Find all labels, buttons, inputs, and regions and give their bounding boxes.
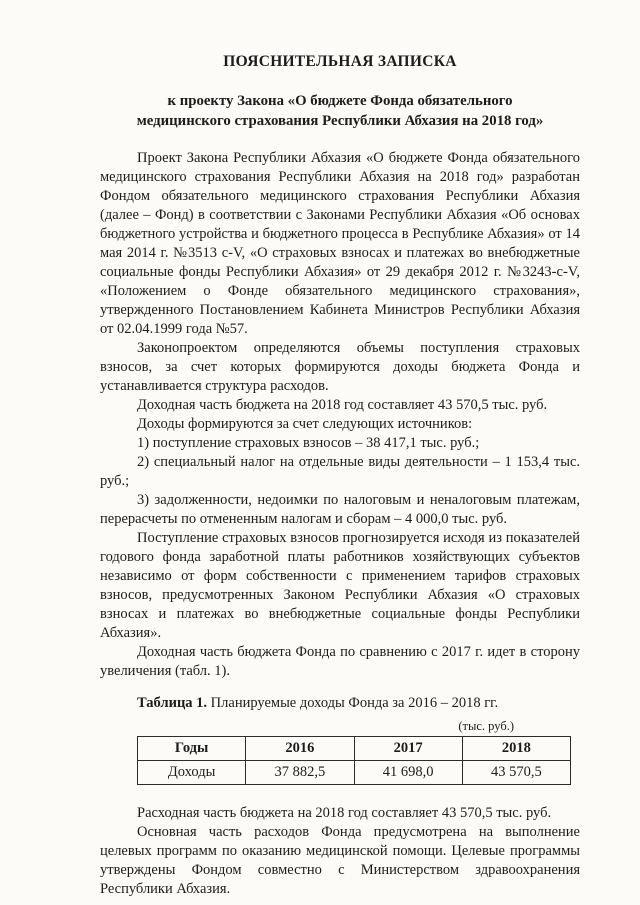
table-header-2016: 2016	[246, 737, 354, 761]
paragraph-sources-intro: Доходы формируются за счет следующих источников:	[137, 416, 473, 432]
table-units-note: (тыс. руб.)	[458, 719, 514, 733]
paragraph-expense-programs: Основная часть расходов Фонда предусмотрена на выполнение целевых программ по оказанию медицинской помощи. Целевые программы утверждены Фондом совместно с Министерством здравоохранения Республики Абхазия.	[100, 824, 580, 897]
document-body	[100, 149, 580, 681]
paragraph-expense-total: Расходная часть бюджета на 2018 год составляет 43 570,5 тыс. руб.	[137, 805, 552, 821]
document-body-after-table	[100, 804, 580, 899]
paragraph-law-purpose: Законопроектом определяются объемы поступления страховых взносов, за счет которых формируются доходы бюджета Фонда и устанавливается структура расходов.	[100, 340, 580, 394]
list-item-2: 2) специальный налог на отдельные виды деятельности – 1 153,4 тыс. руб.;	[100, 454, 580, 489]
table-caption-label: Таблица 1.	[137, 695, 208, 711]
list-item-3: 3) задолженности, недоимки по налоговым и неналоговым платежам, перерасчеты по отмененным налогам и сборам – 4 000,0 тыс. руб.	[100, 492, 580, 527]
list-item-1: 1) поступление страховых взносов – 38 417,1 тыс. руб.;	[137, 435, 480, 451]
paragraph-income-total: Доходная часть бюджета на 2018 год составляет 43 570,5 тыс. руб.	[137, 397, 548, 413]
table-header-row	[138, 737, 571, 761]
paragraph-forecast: Поступление страховых взносов прогнозируется исходя из показателей годового фонда заработной платы работников хозяйствующих субъектов независимо от форм собственности с применением тарифов страховых взносов, предусмотренных Законом Республики Абхазия «О страховых взносах и платежах во внебюджетные социальные фонды Республики Абхазия».	[100, 530, 580, 641]
table-cell-income-2018: 43 570,5	[462, 761, 570, 785]
table-caption	[137, 694, 580, 713]
table-header-2017: 2017	[354, 737, 462, 761]
table-header-2018: 2018	[462, 737, 570, 761]
document-subtitle-line-2: медицинского страхования Республики Абхазия на 2018 год»	[136, 113, 544, 129]
document-subtitle-line-1: к проекту Закона «О бюджете Фонда обязательного	[167, 93, 513, 109]
table-cell-income-2016: 37 882,5	[246, 761, 354, 785]
document-subtitle	[100, 91, 580, 131]
income-table	[137, 736, 571, 785]
table-row-income	[138, 761, 571, 785]
table-header-years: Годы	[138, 737, 246, 761]
table-caption-text: Планируемые доходы Фонда за 2016 – 2018 гг.	[207, 695, 499, 711]
table-cell-income-label: Доходы	[138, 761, 246, 785]
paragraph-income-growth: Доходная часть бюджета Фонда по сравнению с 2017 г. идет в сторону увеличения (табл. 1).	[100, 644, 580, 679]
paragraph-intro: Проект Закона Республики Абхазия «О бюджете Фонда обязательного медицинского страхования Республики Абхазия на 2018 год» разработан Фондом обязательного медицинского страхования Республики Абхазия (далее – Фонд) в соответствии с Законами Республики Абхазия «Об основах бюджетного устройства и бюджетного процесса в Республике Абхазия» от 14 мая 2014 г. №3513 с-V, «О страховых взносах и платежах во внебюджетные социальные фонды Республики Абхазия» от 29 декабря 2012 г. №3243-с-V, «Положением о Фонде обязательного медицинского страхования», утвержденного Постановлением Кабинета Министров Республики Абхазия от 02.04.1999 года №57.	[100, 150, 580, 337]
table-cell-income-2017: 41 698,0	[354, 761, 462, 785]
page-title: ПОЯСНИТЕЛЬНАЯ ЗАПИСКА	[223, 53, 457, 70]
